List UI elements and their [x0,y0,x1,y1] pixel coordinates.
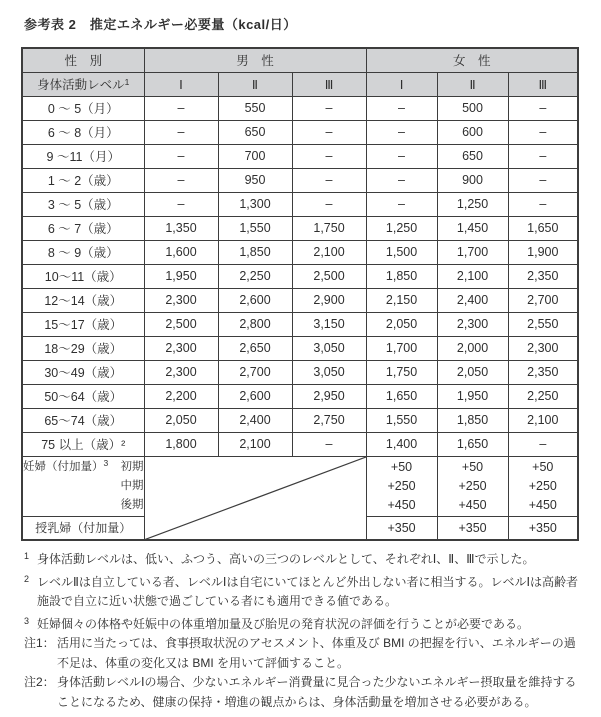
energy-value-cell: – [292,96,366,120]
energy-value-cell: 2,300 [144,336,218,360]
energy-value-cell: 2,150 [366,288,437,312]
activity-level-header-cell [22,72,144,96]
footnote-1-text: 身体活動レベルは、低い、ふつう、高いの三つのレベルとして、それぞれⅠ、Ⅱ、Ⅲで示した。 [37,552,535,566]
sex-header-cell: 性 別 [22,48,144,72]
age-row [22,120,578,144]
energy-value-cell: 650 [437,144,508,168]
footnote-1 [24,547,579,570]
energy-value-cell: 1,600 [144,240,218,264]
energy-value-cell: – [144,168,218,192]
energy-value-cell: 2,300 [508,336,578,360]
header-row-activity-level [22,72,578,96]
energy-value-cell: – [292,168,366,192]
table-header [22,48,578,96]
note-2 [24,673,579,712]
energy-value-cell: 2,900 [292,288,366,312]
table-title: 参考表 2 推定エネルギー必要量（kcal/日） [24,17,297,32]
energy-value-cell: 2,700 [218,360,292,384]
energy-value-cell: – [144,192,218,216]
age-group-label: 15～17（歳） [22,312,144,336]
diagonal-line [145,457,366,540]
energy-value-cell: 2,100 [437,264,508,288]
energy-value-cell: – [292,192,366,216]
energy-value-cell: 1,950 [437,384,508,408]
energy-value-cell: – [144,96,218,120]
age-group-label: 75 以上（歳）² [22,432,144,456]
energy-value-cell: 2,500 [292,264,366,288]
energy-value-cell: 2,750 [292,408,366,432]
energy-value-cell: 2,350 [508,360,578,384]
energy-value-cell: 2,250 [218,264,292,288]
energy-value-cell: – [292,120,366,144]
age-row [22,240,578,264]
energy-value-cell: – [508,120,578,144]
age-group-label: 65～74（歳） [22,408,144,432]
lactating-value-female-2: +350 [437,516,508,540]
age-group-label: 3 ～ 5（歳） [22,192,144,216]
energy-value-cell: 2,100 [218,432,292,456]
energy-value-cell: 1,950 [144,264,218,288]
energy-value-cell: 2,050 [144,408,218,432]
age-row [22,336,578,360]
energy-value-cell: 1,500 [366,240,437,264]
energy-value-cell: 1,900 [508,240,578,264]
note-2-label: 注2： [24,675,55,689]
lactating-label-cell: 授乳婦（付加量） [22,516,144,540]
energy-value-cell: 1,250 [366,216,437,240]
pregnant-values-female-3: +50 +250 +450 [508,456,578,516]
energy-value-cell: 2,800 [218,312,292,336]
energy-value-cell: 1,700 [366,336,437,360]
female-level-3-cell: Ⅲ [508,72,578,96]
age-group-label: 8 ～ 9（歳） [22,240,144,264]
energy-value-cell: 2,100 [508,408,578,432]
energy-value-cell: – [508,144,578,168]
energy-value-cell: 2,000 [437,336,508,360]
energy-value-cell: – [508,192,578,216]
age-row [22,288,578,312]
energy-value-cell: 2,600 [218,384,292,408]
age-row [22,216,578,240]
energy-value-cell: 2,550 [508,312,578,336]
energy-value-cell: 2,200 [144,384,218,408]
activity-level-label: 身体活動レベル [37,78,125,92]
age-group-label: 0 ～ 5（月） [22,96,144,120]
energy-value-cell: 1,550 [366,408,437,432]
note-1 [24,634,579,673]
energy-value-cell: 2,250 [508,384,578,408]
pregnant-label-cell [22,456,144,516]
age-row [22,384,578,408]
age-row [22,168,578,192]
energy-value-cell: 1,550 [218,216,292,240]
age-row [22,264,578,288]
age-row [22,96,578,120]
energy-value-cell: 2,350 [508,264,578,288]
energy-value-cell: – [366,168,437,192]
energy-value-cell: 900 [437,168,508,192]
energy-value-cell: 2,100 [292,240,366,264]
energy-value-cell: 3,050 [292,360,366,384]
energy-value-cell: 2,500 [144,312,218,336]
diagonal-blank-cell [144,456,366,540]
age-group-label: 50～64（歳） [22,384,144,408]
age-row [22,312,578,336]
energy-value-cell: 1,450 [437,216,508,240]
male-header-cell: 男 性 [144,48,366,72]
activity-level-footnote-marker: 1 [124,77,130,87]
energy-value-cell: 1,650 [437,432,508,456]
pregnant-stage-mid: 中期 [120,479,144,492]
pregnant-stage-late: 後期 [120,498,144,511]
energy-value-cell: 1,350 [144,216,218,240]
energy-value-cell: 2,300 [437,312,508,336]
energy-value-cell: 1,750 [292,216,366,240]
energy-value-cell: 2,600 [218,288,292,312]
energy-value-cell: 650 [218,120,292,144]
energy-value-cell: 700 [218,144,292,168]
energy-value-cell: 1,400 [366,432,437,456]
age-rows [22,96,578,456]
energy-value-cell: – [292,432,366,456]
energy-value-cell: 2,950 [292,384,366,408]
energy-value-cell: 1,300 [218,192,292,216]
pregnant-values-female-2: +50 +250 +450 [437,456,508,516]
energy-value-cell: 2,300 [144,360,218,384]
female-level-1-cell: Ⅰ [366,72,437,96]
energy-value-cell: 1,850 [366,264,437,288]
energy-value-cell: – [292,144,366,168]
age-row [22,408,578,432]
age-group-label: 18～29（歳） [22,336,144,360]
pregnant-footnote-marker: 3 [103,457,109,468]
energy-value-cell: 1,850 [218,240,292,264]
footnotes-block [24,547,579,712]
energy-value-cell: 2,400 [437,288,508,312]
lactating-value-female-3: +350 [508,516,578,540]
pregnant-row [22,456,578,516]
age-group-label: 1 ～ 2（歳） [22,168,144,192]
energy-value-cell: 2,050 [437,360,508,384]
energy-value-cell: 2,700 [508,288,578,312]
energy-value-cell: – [144,144,218,168]
footnote-3-text: 妊婦個々の体格や妊娠中の体重増加量及び胎児の発育状況の評価を行うことが必要である。 [37,616,530,631]
energy-value-cell: – [366,192,437,216]
male-level-3-cell: Ⅲ [292,72,366,96]
energy-value-cell: 1,750 [366,360,437,384]
footnote-3 [24,612,579,635]
energy-value-cell: 1,650 [366,384,437,408]
age-row [22,432,578,456]
note-1-text: 活用に当たっては、食事摂取状況のアセスメント、体重及び BMI の把握を行い、エネルギーの過不足は、体重の変化又は BMI を用いて評価すること。 [57,636,576,670]
energy-value-cell: 500 [437,96,508,120]
footnote-1-marker: 1 [24,551,30,561]
lactating-value-female-1: +350 [366,516,437,540]
age-group-label: 9 ～11（月） [22,144,144,168]
note-1-label: 注1： [24,636,55,650]
pregnant-values-female-1: +50 +250 +450 [366,456,437,516]
note-2-text: 身体活動レベルⅠの場合、少ないエネルギー消費量に見合った少ないエネルギー摂取量を維持することになるため、健康の保持・増進の観点からは、身体活動量を増加させる必要がある。 [57,675,577,709]
female-header-cell: 女 性 [366,48,578,72]
energy-value-cell: 1,700 [437,240,508,264]
age-row [22,192,578,216]
energy-value-cell: 1,800 [144,432,218,456]
energy-value-cell: – [366,144,437,168]
energy-value-cell: 1,650 [508,216,578,240]
footnote-2-marker: 2 [24,573,30,584]
energy-value-cell: 2,400 [218,408,292,432]
energy-value-cell: – [508,168,578,192]
energy-value-cell: 1,250 [437,192,508,216]
energy-value-cell: 550 [218,96,292,120]
energy-value-cell: – [366,120,437,144]
energy-value-cell: 2,050 [366,312,437,336]
age-row [22,144,578,168]
age-group-label: 12～14（歳） [22,288,144,312]
footnote-3-marker: 3 [24,615,30,626]
energy-value-cell: – [508,432,578,456]
male-level-1-cell: Ⅰ [144,72,218,96]
male-level-2-cell: Ⅱ [218,72,292,96]
energy-value-cell: 3,050 [292,336,366,360]
female-level-2-cell: Ⅱ [437,72,508,96]
energy-value-cell: – [144,120,218,144]
energy-value-cell: – [508,96,578,120]
energy-value-cell: 1,850 [437,408,508,432]
pregnant-label: 妊婦（付加量）$^3$ [23,457,109,473]
energy-requirements-table [21,47,579,541]
age-group-label: 30～49（歳） [22,360,144,384]
energy-value-cell: 600 [437,120,508,144]
pregnant-label-line [23,458,144,477]
footnote-2-text: レベルⅡは自立している者、レベルⅠは自宅にいてほとんど外出しない者に相当する。レベルⅠは高齢者施設で自立に近い状態で過ごしている者にも適用できる値である。 [37,574,578,608]
age-row [22,360,578,384]
energy-value-cell: 3,150 [292,312,366,336]
addition-rows [22,456,578,540]
age-group-label: 10～11（歳） [22,264,144,288]
age-group-label: 6 ～ 8（月） [22,120,144,144]
pregnant-stage-early: 初期 [120,460,144,473]
header-row-sex [22,48,578,72]
energy-value-cell: 2,650 [218,336,292,360]
energy-value-cell: 2,300 [144,288,218,312]
energy-value-cell: 950 [218,168,292,192]
energy-value-cell: – [366,96,437,120]
age-group-label: 6 ～ 7（歳） [22,216,144,240]
footnote-2 [24,570,579,612]
